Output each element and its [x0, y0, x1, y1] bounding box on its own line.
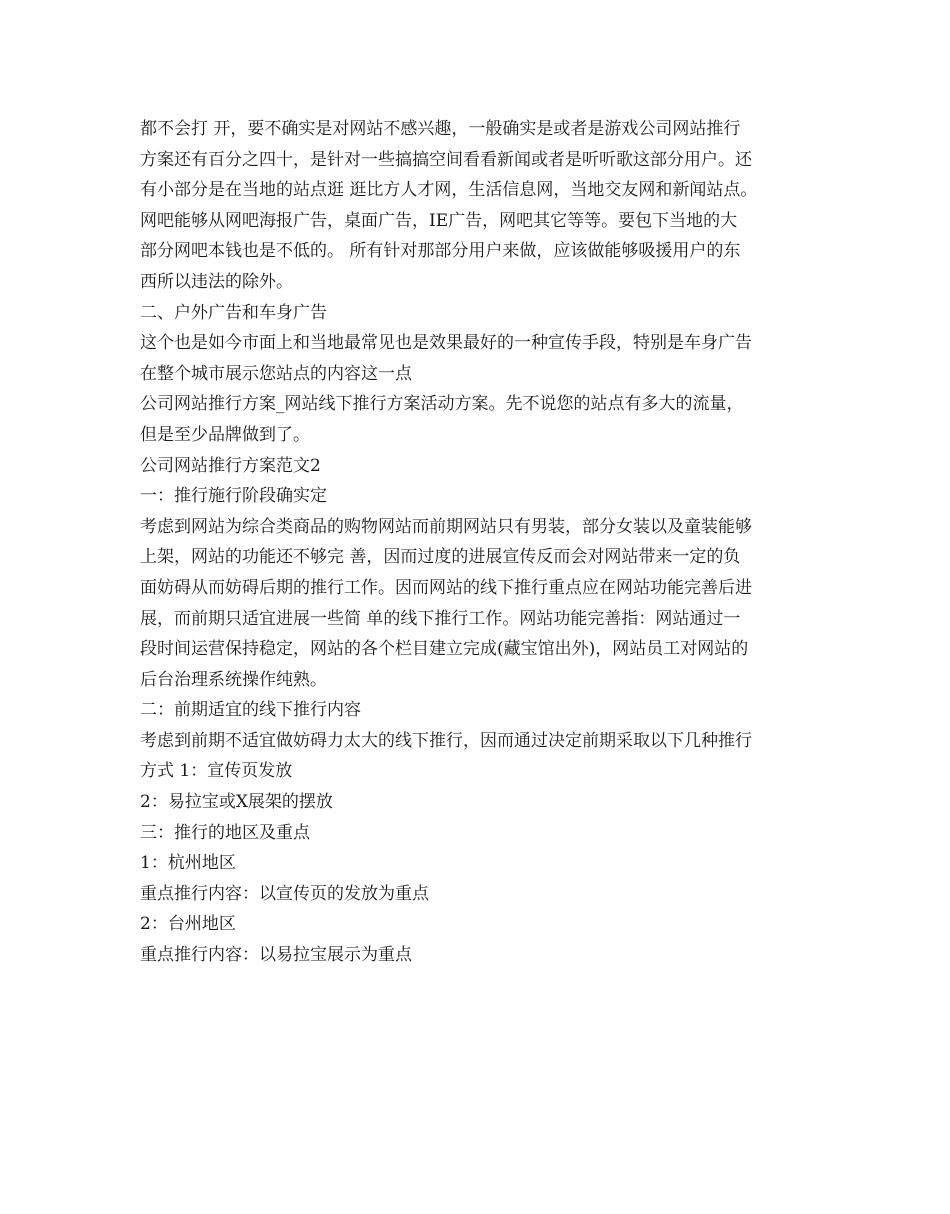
document-body	[140, 114, 830, 971]
text-line: 但是至少品牌做到了。	[140, 424, 310, 445]
text-line: 方案还有百分之四十，是针对一些搞搞空间看看新闻或者是听听歌这部分用户。还	[140, 149, 752, 170]
text-line: 考虑到网站为综合类商品的购物网站而前期网站只有男装，部分女装以及童装能够	[140, 516, 752, 537]
text-line: 有小部分是在当地的站点逛 逛比方人才网，生活信息网，当地交友网和新闻站点。	[140, 180, 758, 201]
text-line: 后台治理系统操作纯熟。	[140, 669, 327, 690]
text-line: 重点推行内容：以宣传页的发放为重点	[140, 883, 429, 904]
text-line: 2：台州地区	[140, 914, 236, 935]
text-line: 段时间运营保持稳定，网站的各个栏目建立完成(藏宝馆出外)，网站员工对网站的	[140, 639, 749, 660]
text-line: 考虑到前期不适宜做妨碍力太大的线下推行，因而通过决定前期采取以下几种推行	[140, 730, 752, 751]
text-line: 三：推行的地区及重点	[140, 822, 310, 843]
text-line: 在整个城市展示您站点的内容这一点	[140, 363, 412, 384]
text-line: 西所以违法的除外。	[140, 271, 293, 292]
text-line: 二、户外广告和车身广告	[140, 302, 327, 323]
text-line: 都不会打 开，要不确实是对网站不感兴趣，一般确实是或者是游戏公司网站推行	[140, 119, 741, 139]
text-line: 面妨碍从而妨碍后期的推行工作。因而网站的线下推行重点应在网站功能完善后进	[140, 577, 752, 598]
text-line: 展，而前期只适宜进展一些简 单的线下推行工作。网站功能完善指：网站通过一	[140, 608, 741, 629]
text-line: 这个也是如今市面上和当地最常见也是效果最好的一种宣传手段，特别是车身广告	[140, 333, 752, 354]
text-line: 一：推行施行阶段确实定	[140, 486, 327, 507]
text-line: 二：前期适宜的线下推行内容	[140, 700, 361, 721]
text-line: 方式 1：宣传页发放	[140, 761, 293, 782]
text-line: 上架，网站的功能还不够完 善，因而过度的进展宣传反而会对网站带来一定的负	[140, 547, 741, 568]
text-line: 部分网吧本钱也是不低的。 所有针对那部分用户来做，应该做能够吸援用户的东	[140, 241, 741, 262]
text-line: 网吧能够从网吧海报广告，桌面广告，IE广告，网吧其它等等。要包下当地的大	[140, 210, 738, 231]
text-line: 1：杭州地区	[140, 853, 236, 874]
text-line: 2：易拉宝或X展架的摆放	[140, 792, 333, 813]
text-line: 重点推行内容：以易拉宝展示为重点	[140, 945, 412, 966]
text-line: 公司网站推行方案_网站线下推行方案活动方案。先不说您的站点有多大的流量，	[140, 394, 744, 415]
text-line: 公司网站推行方案范文2	[140, 455, 321, 476]
